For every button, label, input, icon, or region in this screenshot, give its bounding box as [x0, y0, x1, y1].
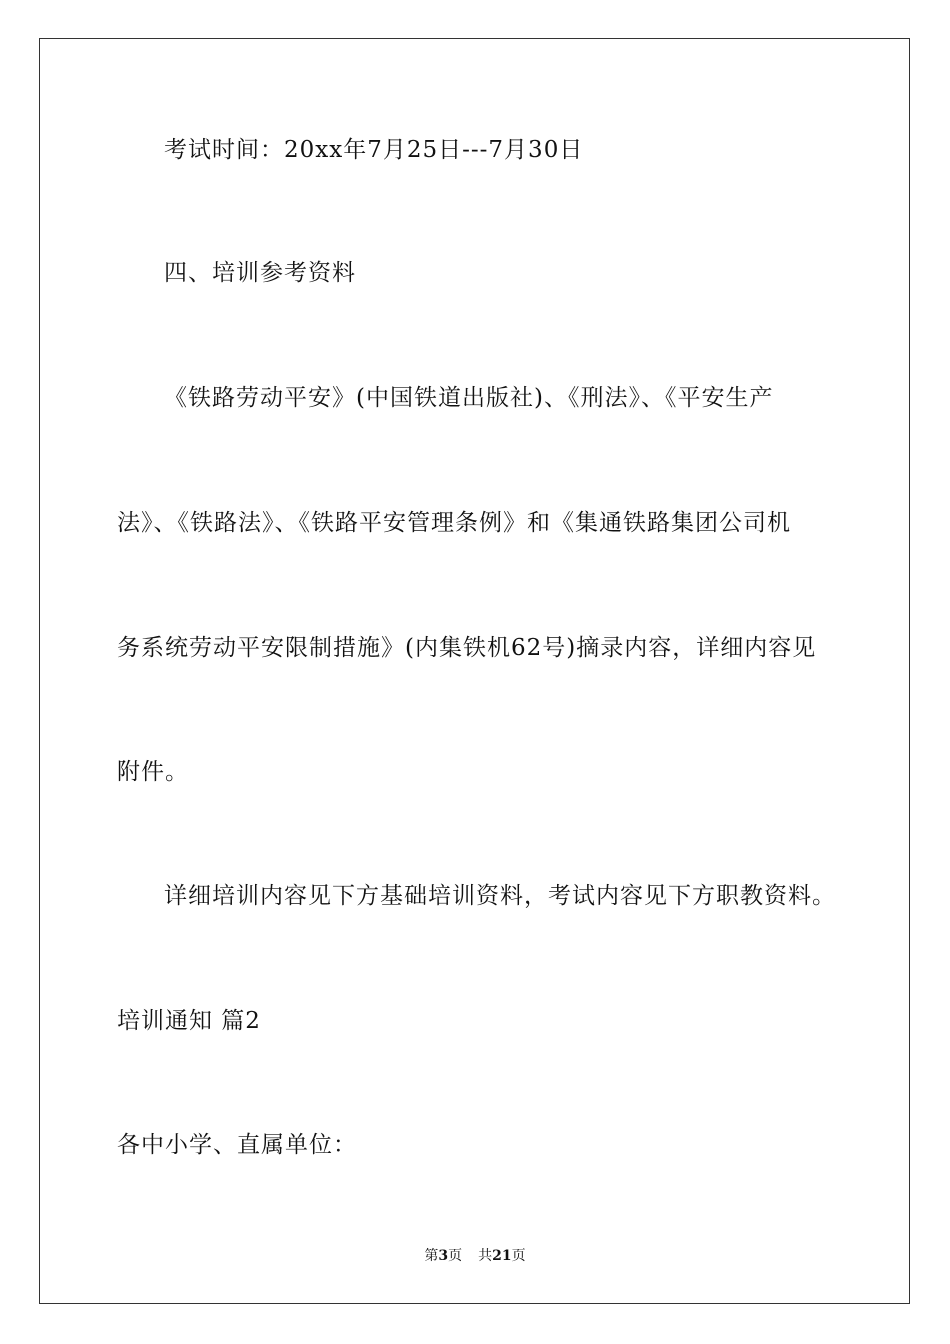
- page-footer: [0, 1246, 950, 1266]
- section-four-heading: 四、培训参考资料: [164, 260, 356, 286]
- footer-page-current: 3: [438, 1248, 449, 1264]
- paragraph-line-4: 附件。: [117, 759, 189, 785]
- salutation-line: 各中小学、直属单位：: [117, 1132, 357, 1158]
- footer-page-prefix: 第: [424, 1248, 439, 1264]
- footer-total-suffix: 页: [511, 1248, 526, 1264]
- paragraph-line-1: 《铁路劳动平安》(中国铁道出版社)、《刑法》、《平安生产: [164, 385, 774, 411]
- paragraph-line-3: 务系统劳动平安限制措施》(内集铁机62号)摘录内容，详细内容见: [117, 635, 817, 661]
- training-note-line: 详细培训内容见下方基础培训资料，考试内容见下方职教资料。: [164, 883, 836, 909]
- paragraph-line-2: 法》、《铁路法》、《铁路平安管理条例》和《集通铁路集团公司机: [117, 510, 791, 536]
- section-title: 培训通知 篇2: [117, 1008, 261, 1034]
- footer-total-prefix: 共: [478, 1248, 493, 1264]
- page-frame: [39, 38, 910, 1304]
- footer-page-total: 21: [492, 1248, 512, 1264]
- exam-time-line: 考试时间：20xx年7月25日---7月30日: [164, 137, 584, 163]
- footer-page-suffix: 页: [448, 1248, 463, 1264]
